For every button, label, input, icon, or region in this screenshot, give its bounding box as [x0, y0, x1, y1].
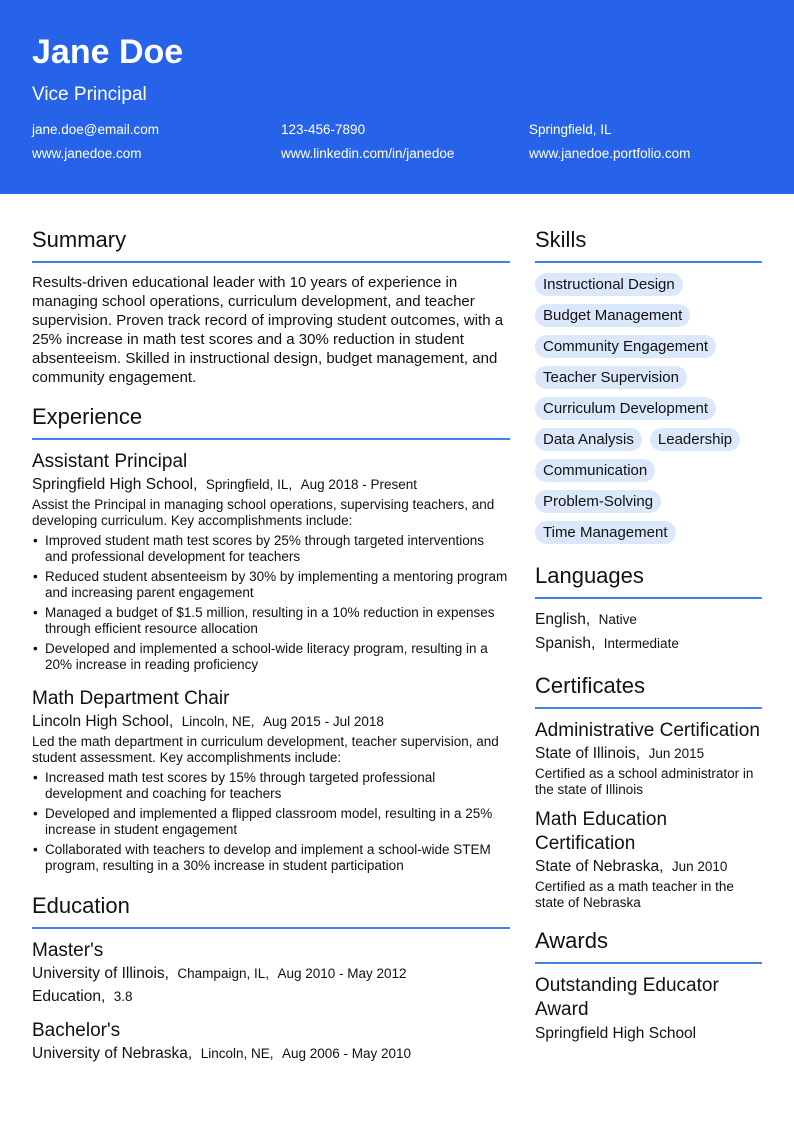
- job-dates: Aug 2018 - Present: [300, 477, 417, 492]
- certificate-description: Certified as a math teacher in the state of Nebraska: [535, 879, 734, 910]
- skill-chip: Leadership: [650, 428, 740, 451]
- job-accomplishments: [32, 770, 510, 874]
- email-link[interactable]: jane.doe@email.com: [32, 122, 160, 137]
- language-item: [535, 609, 762, 631]
- skill-chip: Instructional Design: [535, 273, 683, 296]
- certificate-meta: [535, 744, 762, 764]
- languages-heading: Languages: [535, 562, 762, 599]
- job-description: Assist the Principal in managing school operations, supervising teachers, and developing curriculum. Key accomplishments include:: [32, 497, 495, 528]
- job-employer: Springfield High School,: [32, 476, 198, 493]
- skill-chip: Data Analysis: [535, 428, 642, 451]
- award-organization: Springfield High School: [535, 1025, 697, 1042]
- website-link[interactable]: www.janedoe.com: [32, 146, 142, 161]
- education-entry: [32, 1019, 510, 1064]
- accomplishment-item: • Managed a budget of $1.5 million, resulting in a 10% reduction in expenses through efficient resource allocation: [32, 605, 510, 637]
- education-entry: [32, 939, 510, 1007]
- summary-heading: Summary: [32, 226, 510, 263]
- accomplishment-item: • Increased math test scores by 15% through targeted professional development and coaching for teachers: [32, 770, 510, 802]
- awards-heading: Awards: [535, 927, 762, 964]
- job-meta: [32, 475, 510, 495]
- certificate-description: Certified as a school administrator in the state of Illinois: [535, 766, 754, 797]
- job-entry: [32, 450, 510, 673]
- accomplishment-item: • Developed and implemented a flipped classroom model, resulting in a 25% increase in student engagement: [32, 806, 510, 838]
- certificate-title: Math Education Certification: [535, 809, 668, 854]
- languages-list: [535, 609, 762, 655]
- school-name: University of Nebraska,: [32, 1045, 193, 1062]
- experience-heading: Experience: [32, 403, 510, 440]
- job-meta: [32, 712, 510, 732]
- skill-chip: Teacher Supervision: [535, 366, 687, 389]
- certificate-issuer: State of Nebraska,: [535, 858, 664, 875]
- accomplishment-item: • Improved student math test scores by 25% through targeted interventions and professional development for teachers: [32, 533, 510, 565]
- award-title: Outstanding Educator Award: [535, 975, 719, 1020]
- job-dates: Aug 2015 - Jul 2018: [263, 714, 384, 729]
- education-dates: Aug 2010 - May 2012: [277, 966, 407, 981]
- education-dates: Aug 2006 - May 2010: [281, 1046, 412, 1061]
- language-level: Intermediate: [603, 636, 679, 651]
- linkedin-link[interactable]: www.linkedin.com/in/janedoe: [281, 146, 455, 161]
- language-name: Spanish,: [535, 635, 596, 652]
- certificate-issuer: State of Illinois,: [535, 745, 641, 762]
- skill-chip: Communication: [535, 459, 655, 482]
- accomplishment-item: • Collaborated with teachers to develop and implement a school-wide STEM program, resulting in a 30% increase in student participation: [32, 842, 510, 874]
- job-title: Math Department Chair: [32, 688, 230, 709]
- phone-number: 123-456-7890: [281, 122, 366, 137]
- job-location: Lincoln, NE,: [181, 714, 255, 729]
- resume-header: [0, 0, 794, 194]
- candidate-name: Jane Doe: [32, 33, 184, 71]
- right-column: [535, 226, 762, 1044]
- skill-chip: Budget Management: [535, 304, 690, 327]
- candidate-role: Vice Principal: [32, 84, 147, 105]
- language-item: [535, 633, 762, 655]
- job-description: Led the math department in curriculum development, teacher supervision, and student assessment. Key accomplishments include:: [32, 734, 499, 765]
- certificates-heading: Certificates: [535, 672, 762, 709]
- skill-chip: Time Management: [535, 521, 676, 544]
- job-employer: Lincoln High School,: [32, 713, 174, 730]
- certificate-entry: [535, 719, 762, 798]
- certificate-meta: [535, 857, 762, 877]
- certificate-title: Administrative Certification: [535, 720, 760, 741]
- summary-text: Results-driven educational leader with 10 years of experience in managing school operations, curriculum development, and teacher supervision. Proven track record of improving student outcomes, with a 25% increase in math test scores and a 30% reduction in student absenteeism. Skilled in instructional design, budget management, and community engagement.: [32, 274, 504, 386]
- skill-chip: Curriculum Development: [535, 397, 716, 420]
- school-location: Champaign, IL,: [177, 966, 269, 981]
- skills-heading: Skills: [535, 226, 762, 263]
- skills-list: [535, 273, 762, 544]
- certificate-date: Jun 2015: [648, 746, 705, 761]
- school-name: University of Illinois,: [32, 965, 169, 982]
- skill-chip: Community Engagement: [535, 335, 716, 358]
- left-column: [32, 226, 510, 1076]
- gpa-value: 3.8: [113, 989, 133, 1004]
- education-meta: [32, 964, 510, 984]
- job-entry: [32, 687, 510, 874]
- degree-title: Master's: [32, 940, 104, 961]
- education-meta: [32, 1044, 510, 1064]
- job-title: Assistant Principal: [32, 451, 188, 472]
- skill-chip: Problem-Solving: [535, 490, 661, 513]
- field-of-study: Education,: [32, 988, 106, 1005]
- degree-title: Bachelor's: [32, 1020, 121, 1041]
- job-location: Springfield, IL,: [205, 477, 293, 492]
- job-accomplishments: [32, 533, 510, 673]
- certificate-entry: [535, 808, 762, 911]
- accomplishment-item: • Reduced student absenteeism by 30% by implementing a mentoring program and increasing parent engagement: [32, 569, 510, 601]
- location: Springfield, IL: [529, 122, 612, 137]
- language-name: English,: [535, 611, 591, 628]
- education-heading: Education: [32, 892, 510, 929]
- language-level: Native: [598, 612, 637, 627]
- award-entry: [535, 974, 762, 1044]
- portfolio-link[interactable]: www.janedoe.portfolio.com: [529, 146, 691, 161]
- school-location: Lincoln, NE,: [200, 1046, 274, 1061]
- education-field: [32, 987, 510, 1007]
- certificate-date: Jun 2010: [671, 859, 728, 874]
- accomplishment-item: • Developed and implemented a school-wide literacy program, resulting in a 20% increase in reading proficiency: [32, 641, 510, 673]
